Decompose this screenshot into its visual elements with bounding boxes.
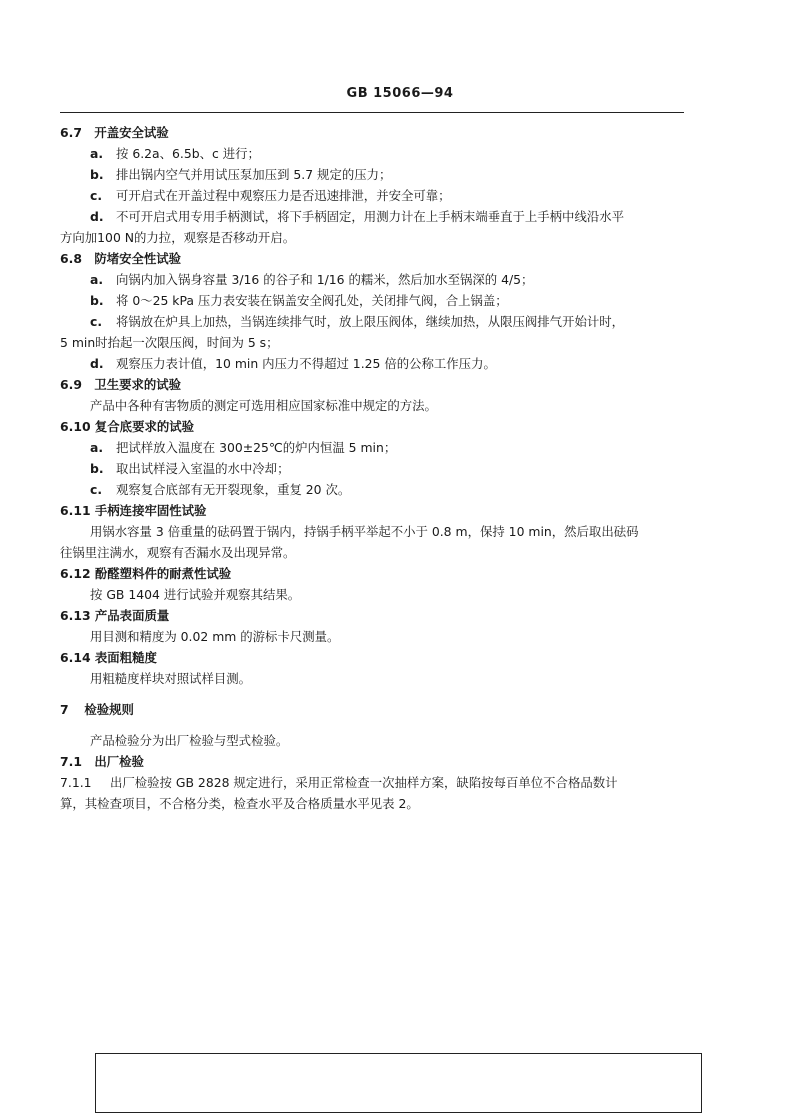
section-number: 6.12 <box>60 566 91 581</box>
item-marker: a. <box>90 272 104 287</box>
paragraph: 产品检验分为出厂检验与型式检验。 <box>90 733 289 748</box>
list-item <box>60 353 686 374</box>
spacer <box>60 689 686 699</box>
section-number: 6.7 <box>60 125 82 140</box>
item-text: 把试样放入温度在 300±25℃的炉内恒温 5 min； <box>116 440 397 455</box>
section-heading <box>60 500 686 521</box>
section-heading <box>60 605 686 626</box>
item-text: 将 0～25 kPa 压力表安装在锅盖安全阀孔处，关闭排气阀，合上锅盖； <box>116 293 508 308</box>
paragraph: 用目测和精度为 0.02 mm 的游标卡尺测量。 <box>90 629 340 644</box>
section-number: 6.10 <box>60 419 91 434</box>
section-number: 6.13 <box>60 608 91 623</box>
chapter-title: 检验规则 <box>84 702 134 717</box>
section-title: 防堵安全性试验 <box>94 251 182 266</box>
item-marker: b. <box>90 293 104 308</box>
section-title: 表面粗糙度 <box>94 650 157 665</box>
header-rule <box>60 112 684 113</box>
item-text: 观察复合底部有无开裂现象，重复 20 次。 <box>116 482 351 497</box>
section-title: 手柄连接牢固性试验 <box>94 503 207 518</box>
item-marker: c. <box>90 314 103 329</box>
item-marker: c. <box>90 482 103 497</box>
item-text: 不可开启式用专用手柄测试，将下手柄固定，用测力计在上手柄末端垂直于上手柄中线沿水平 <box>116 209 625 224</box>
section-heading <box>60 248 686 269</box>
item-marker: c. <box>90 188 103 203</box>
page-header <box>0 86 800 101</box>
section-heading <box>60 122 686 143</box>
list-item <box>60 290 686 311</box>
section-heading <box>60 647 686 668</box>
chapter-number: 7 <box>60 702 69 717</box>
clause-number: 7.1.1 <box>60 775 92 790</box>
section-heading <box>60 563 686 584</box>
item-text: 排出锅内空气并用试压泵加压到 5.7 规定的压力； <box>116 167 392 182</box>
list-item <box>60 185 686 206</box>
list-item <box>60 206 686 227</box>
item-text: 可开启式在开盖过程中观察压力是否迅速排泄，并安全可靠； <box>116 188 451 203</box>
paragraph-continuation: 往锅里注满水，观察有否漏水及出现异常。 <box>60 545 296 560</box>
section-number: 6.11 <box>60 503 91 518</box>
item-text: 将锅放在炉具上加热，当锅连续排气时，放上限压阀体，继续加热，从限压阀排气开始计时， <box>116 314 625 329</box>
list-item <box>60 164 686 185</box>
standard-code: GB 15066—94 <box>346 86 454 101</box>
list-item <box>60 269 686 290</box>
paragraph-continuation: 方向加100 N的力拉，观察是否移动开启。 <box>60 230 296 245</box>
item-marker: b. <box>90 461 104 476</box>
list-item <box>60 143 686 164</box>
item-text: 按 6.2a、6.5b、c 进行； <box>116 146 260 161</box>
paragraph-continuation: 5 min时抬起一次限压阀，时间为 5 s； <box>60 335 279 350</box>
item-text: 取出试样浸入室温的水中冷却； <box>116 461 290 476</box>
item-marker: b. <box>90 167 104 182</box>
page-body <box>60 122 686 814</box>
section-number: 7.1 <box>60 754 82 769</box>
section-title: 复合底要求的试验 <box>94 419 195 434</box>
section-title: 出厂检验 <box>94 754 144 769</box>
section-number: 6.8 <box>60 251 82 266</box>
section-title: 酚醛塑料件的耐煮性试验 <box>94 566 232 581</box>
paragraph: 用锅水容量 3 倍重量的砝码置于锅内，持锅手柄平举起不小于 0.8 m，保持 10 min，然后取出砝码 <box>90 524 639 539</box>
chapter-heading <box>60 699 686 720</box>
paragraph-continuation: 算，其检查项目，不合格分类，检查水平及合格质量水平见表 2。 <box>60 796 419 811</box>
spacer <box>60 720 686 730</box>
paragraph: 用粗糙度样块对照试样目测。 <box>90 671 252 686</box>
item-marker: d. <box>90 209 104 224</box>
paragraph: 按 GB 1404 进行试验并观察其结果。 <box>90 587 301 602</box>
list-item <box>60 437 686 458</box>
section-heading <box>60 751 686 772</box>
list-item <box>60 479 686 500</box>
section-heading <box>60 416 686 437</box>
paragraph: 产品中各种有害物质的测定可选用相应国家标准中规定的方法。 <box>90 398 437 413</box>
section-heading <box>60 374 686 395</box>
item-marker: a. <box>90 440 104 455</box>
table-frame <box>95 1053 702 1113</box>
item-marker: d. <box>90 356 104 371</box>
clause-text: 出厂检验按 GB 2828 规定进行，采用正常检查一次抽样方案，缺陷按每百单位不合格品数计 <box>110 775 618 790</box>
item-text: 观察压力表计值，10 min 内压力不得超过 1.25 倍的公称工作压力。 <box>116 356 496 371</box>
section-number: 6.9 <box>60 377 82 392</box>
section-title: 卫生要求的试验 <box>94 377 182 392</box>
section-number: 6.14 <box>60 650 91 665</box>
item-marker: a. <box>90 146 104 161</box>
section-title: 产品表面质量 <box>94 608 170 623</box>
clause <box>60 772 686 793</box>
item-text: 向锅内加入锅身容量 3/16 的谷子和 1/16 的糯米，然后加水至锅深的 4/5； <box>116 272 534 287</box>
section-title: 开盖安全试验 <box>94 125 169 140</box>
list-item <box>60 458 686 479</box>
list-item <box>60 311 686 332</box>
